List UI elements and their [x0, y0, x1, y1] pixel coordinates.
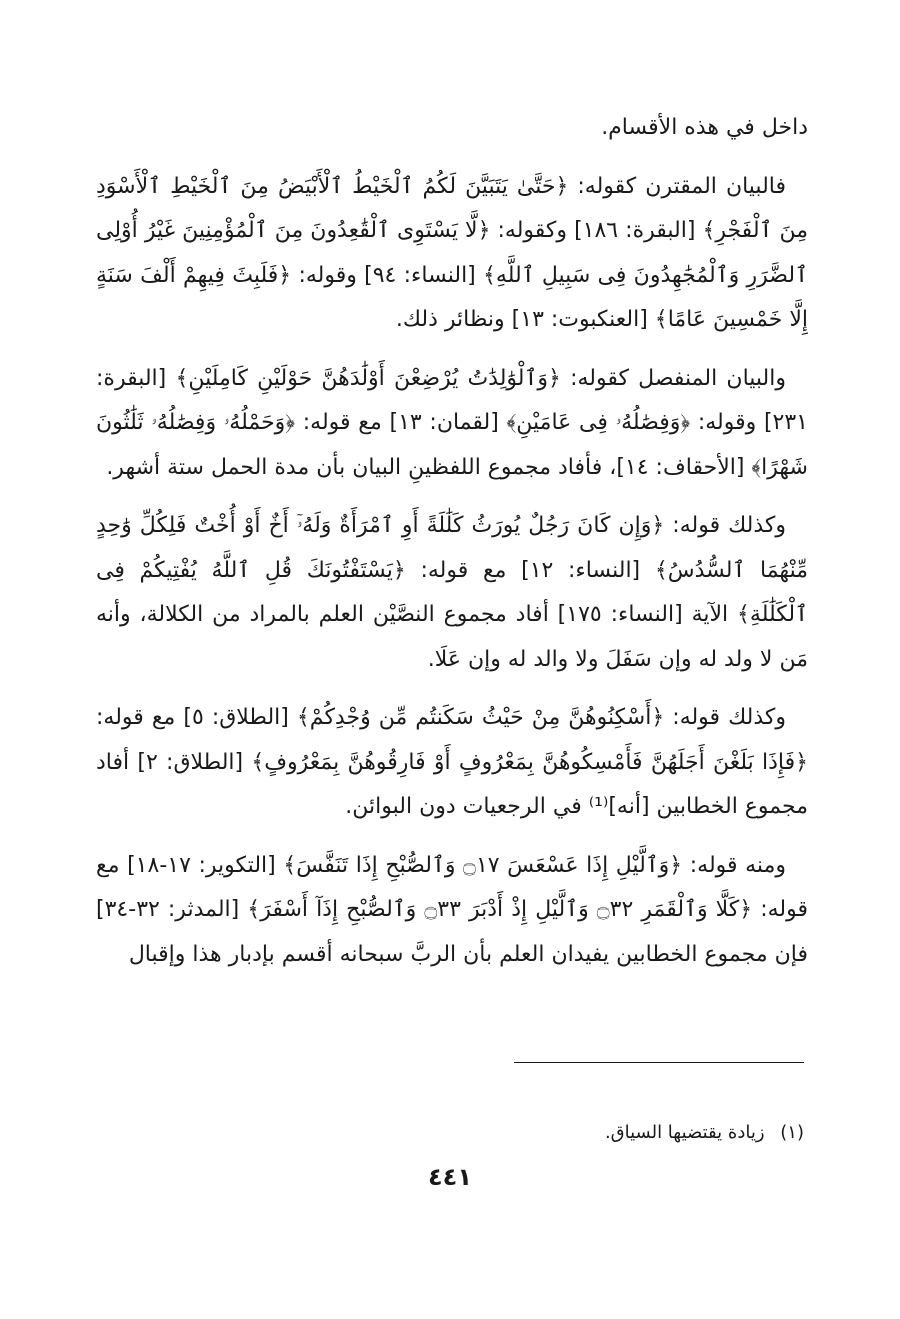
- page-number: ٤٤١: [428, 1163, 472, 1191]
- footnote-divider: [514, 1062, 804, 1063]
- paragraph-connected-explanation: فالبيان المقترن كقوله: ﴿حَتَّىٰ يَتَبَيَّنَ لَكُمُ ٱلْخَيْطُ ٱلْأَبْيَضُ مِنَ ٱلْخَيْطِ ٱلْأَسْوَدِ مِنَ ٱلْفَجْرِ﴾ [البقرة: ١٨٦] وكقوله: ﴿لَّا يَسْتَوِى ٱلْقَٰعِدُونَ مِنَ ٱلْمُؤْمِنِينَ غَيْرُ أُوْلِى ٱلضَّرَرِ وَٱلْمُجَٰهِدُونَ فِى سَبِيلِ ٱللَّهِ﴾ [النساء: ٩٤] وقوله: ﴿فَلَبِثَ فِيهِمْ أَلْفَ سَنَةٍ إِلَّا خَمْسِينَ عَامًا﴾ [العنكبوت: ١٣] ونظائر ذلك.: [96, 173, 808, 332]
- paragraph-continuation: داخل في هذه الأقسام.: [601, 115, 808, 140]
- paragraph-kalala: وكذلك قوله: ﴿وَإِن كَانَ رَجُلٌ يُورَثُ كَلَٰلَةً أَوِ ٱمْرَأَةٌ وَلَهُۥٓ أَخٌ أَوْ أُخْتٌ فَلِكُلِّ وَٰحِدٍ مِّنْهُمَا ٱلسُّدُسُ﴾ [النساء: ١٢] مع قوله: ﴿يَسْتَفْتُونَكَ قُلِ ٱللَّهُ يُفْتِيكُمْ فِى ٱلْكَلَٰلَةِ﴾ الآية [النساء: ١٧٥] أفاد مجموع النصَّيْن العلم بالمراد من الكلالة، وأنه مَن لا ولد له وإن سَفَلَ ولا والد له وإن عَلَا.: [96, 513, 809, 672]
- paragraph-talaq: وكذلك قوله: ﴿أَسْكِنُوهُنَّ مِنْ حَيْثُ سَكَنتُم مِّن وُجْدِكُمْ﴾ [الطلاق: ٥] مع قوله: ﴿فَإِذَا بَلَغْنَ أَجَلَهُنَّ فَأَمْسِكُوهُنَّ بِمَعْرُوفٍ أَوْ فَارِقُوهُنَّ بِمَعْرُوفٍ﴾ [الطلاق: ٢] أفاد مجموع الخطابين [أنه]⁽¹⁾ في الرجعيات دون البوائن.: [96, 705, 808, 819]
- footnote-number: (١): [780, 1122, 804, 1143]
- footnote: [96, 1120, 804, 1146]
- paragraph-oaths: ومنه قوله: ﴿وَٱلَّيْلِ إِذَا عَسْعَسَ ۝١٧ وَٱلصُّبْحِ إِذَا تَنَفَّسَ﴾ [التكوير: ١٧-١٨] مع قوله: ﴿كَلَّا وَٱلْقَمَرِ ۝٣٢ وَٱلَّيْلِ إِذْ أَدْبَرَ ۝٣٣ وَٱلصُّبْحِ إِذَآ أَسْفَرَ﴾ [المدثر: ٣٢-٣٤] فإن مجموع الخطابين يفيدان العلم بأن الربَّ سبحانه أقسم بإدبار هذا وإقبال: [96, 852, 809, 967]
- footnote-text: زيادة يقتضيها السياق.: [604, 1122, 765, 1143]
- paragraph-separated-explanation: والبيان المنفصل كقوله: ﴿وَٱلْوَٰلِدَٰتُ يُرْضِعْنَ أَوْلَٰدَهُنَّ حَوْلَيْنِ كَامِلَيْنِ﴾ [البقرة: ٢٣١] وقوله: ﴿وَفِصَٰلُهُۥ فِى عَامَيْنِ﴾ [لقمان: ١٣] مع قوله: ﴿وَحَمْلُهُۥ وَفِصَٰلُهُۥ ثَلَٰثُونَ شَهْرًا﴾ [الأحقاف: ١٤]، فأفاد مجموع اللفظينِ البيان بأن مدة الحمل ستة أشهر.: [96, 365, 808, 480]
